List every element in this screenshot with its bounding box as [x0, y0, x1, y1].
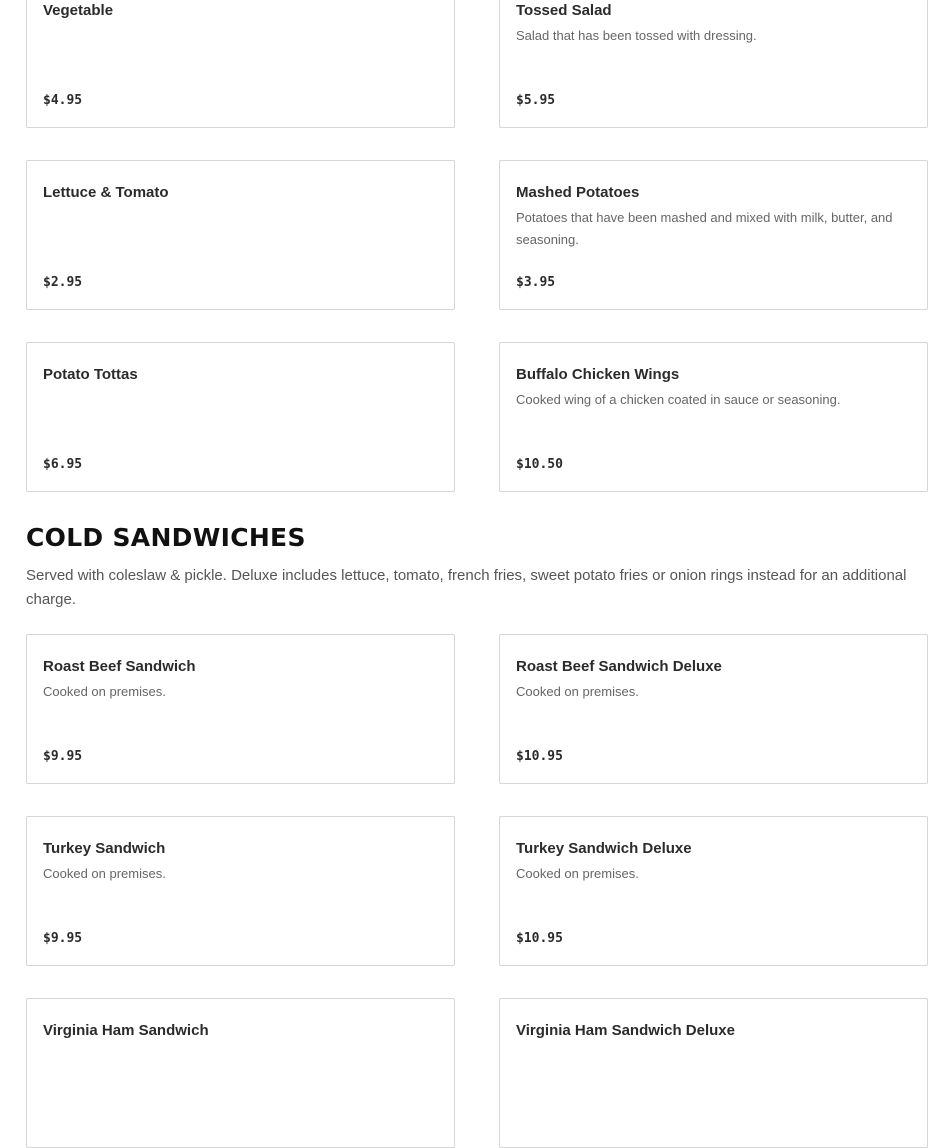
menu-item-price: $10.50 [516, 457, 563, 472]
menu-item-card[interactable] [26, 998, 455, 1148]
menu-item-description: Cooked wing of a chicken coated in sauce or seasoning. [516, 392, 841, 407]
menu-item-price: $10.95 [516, 931, 563, 946]
menu-item-name: Turkey Sandwich Deluxe [516, 840, 692, 857]
menu-item-name: Tossed Salad [516, 2, 612, 19]
menu-item-name: Virginia Ham Sandwich [43, 1022, 209, 1039]
menu-item-price: $9.95 [43, 749, 83, 764]
menu-item-card[interactable] [499, 342, 928, 492]
menu-item-card[interactable] [26, 634, 455, 784]
menu-item-description: Cooked on premises. [516, 684, 639, 699]
menu-item-price: $9.95 [43, 931, 83, 946]
menu-item-card[interactable] [499, 634, 928, 784]
menu-item-name: Turkey Sandwich [43, 840, 166, 857]
menu-page [26, 0, 928, 1148]
menu-item-description: Salad that has been tossed with dressing. [516, 28, 757, 43]
menu-item-name: Buffalo Chicken Wings [516, 366, 680, 383]
menu-item-name: Vegetable [43, 2, 114, 19]
menu-item-price: $10.95 [516, 749, 563, 764]
menu-item-price: $4.95 [43, 93, 83, 108]
menu-item-card[interactable] [499, 160, 928, 310]
menu-item-price: $3.95 [516, 275, 556, 290]
section-title: COLD SANDWICHES [26, 523, 306, 552]
menu-item-card[interactable] [26, 816, 455, 966]
menu-item-name: Potato Tottas [43, 366, 138, 383]
menu-item-card[interactable] [26, 0, 455, 128]
menu-item-name: Mashed Potatoes [516, 184, 640, 201]
menu-item-name: Roast Beef Sandwich [43, 658, 196, 675]
menu-item-price: $2.95 [43, 275, 83, 290]
cold-sandwiches-grid [26, 634, 928, 1148]
menu-item-card[interactable] [499, 816, 928, 966]
menu-item-card[interactable] [26, 160, 455, 310]
menu-item-description: Cooked on premises. [43, 866, 166, 881]
menu-item-name: Roast Beef Sandwich Deluxe [516, 658, 722, 675]
sides-grid [26, 0, 928, 492]
menu-item-description: Cooked on premises. [43, 684, 166, 699]
cold-sandwiches-section [26, 522, 928, 1148]
section-description: Served with coleslaw & pickle. Deluxe includes lettuce, tomato, french fries, sweet potato fries or onion rings instead for an additional charge. [26, 567, 907, 608]
menu-item-card[interactable] [499, 998, 928, 1148]
menu-item-price: $5.95 [516, 93, 556, 108]
menu-item-card[interactable] [499, 0, 928, 128]
menu-item-price: $6.95 [43, 457, 83, 472]
menu-item-name: Virginia Ham Sandwich Deluxe [516, 1022, 735, 1039]
menu-item-description: Potatoes that have been mashed and mixed with milk, butter, and seasoning. [516, 210, 893, 247]
menu-item-name: Lettuce & Tomato [43, 184, 169, 201]
menu-item-card[interactable] [26, 342, 455, 492]
menu-item-description: Cooked on premises. [516, 866, 639, 881]
